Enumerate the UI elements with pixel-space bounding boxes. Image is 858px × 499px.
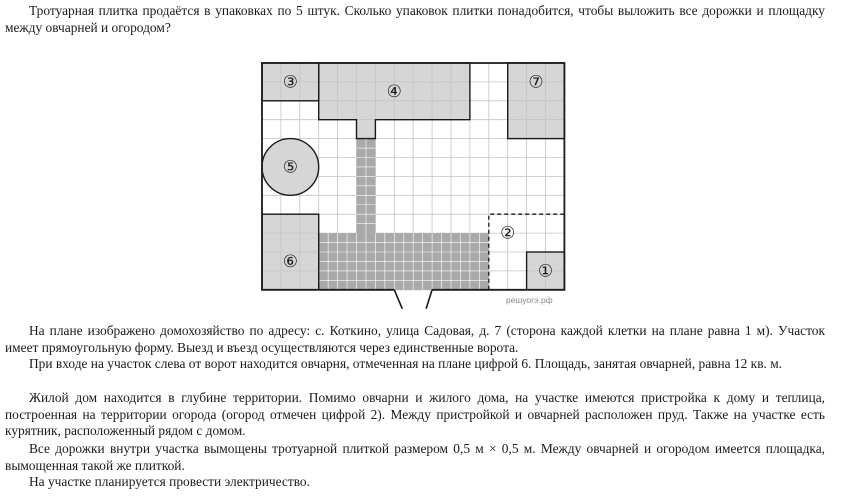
label-1: ① (537, 261, 554, 282)
paragraph-address: На плане изображено домохозяйство по адресу: с. Коткино, улица Садовая, д. 7 (сторона каждой клетки на плане равна 1 м). Участок имеет прямоугольную форму. Выезд и въезд осуществляются через единственные ворота. (5, 323, 825, 355)
label-6: ⑥ (282, 251, 298, 272)
homestead-plan (258, 60, 572, 318)
label-3: ③ (282, 72, 298, 93)
label-5: ⑤ (282, 157, 298, 178)
gate-left-leaf (394, 290, 402, 309)
paragraph-electricity: На участке планируется провести электричество. (29, 474, 310, 489)
paragraph-paths: Все дорожки внутри участка вымощены тротуарной плиткой размером 0,5 м × 0,5 м. Между овчарней и огородом имеется площадка, вымощенная такой же плиткой. (5, 441, 825, 473)
paragraph-house: Жилой дом находится в глубине территории. Помимо овчарни и жилого дома, на участке имеются пристройка к дому и теплица, построенная на территории огорода (огород отмечен цифрой 2). Между пристройкой и овчарней расположен пруд. Также на участке есть курятник, расположенный рядом с домом. (5, 390, 825, 439)
label-2: ② (500, 223, 516, 244)
plan-drawing (258, 60, 572, 318)
watermark: решуогэ.рф (506, 295, 553, 305)
question-text: Тротуарная плитка продаётся в упаковках по 5 штук. Сколько упаковок плитки понадобится, чтобы выложить все дорожки и площадку между овчарней и огородом? (5, 3, 825, 35)
label-7: ⑦ (528, 72, 544, 93)
label-4: ④ (386, 81, 402, 102)
gate-right-leaf (426, 290, 432, 309)
paragraph-sheepfold: При входе на участок слева от ворот находится овчарня, отмеченная на плане цифрой 6. Площадь, занятая овчарней, равна 12 кв. м. (29, 356, 783, 371)
